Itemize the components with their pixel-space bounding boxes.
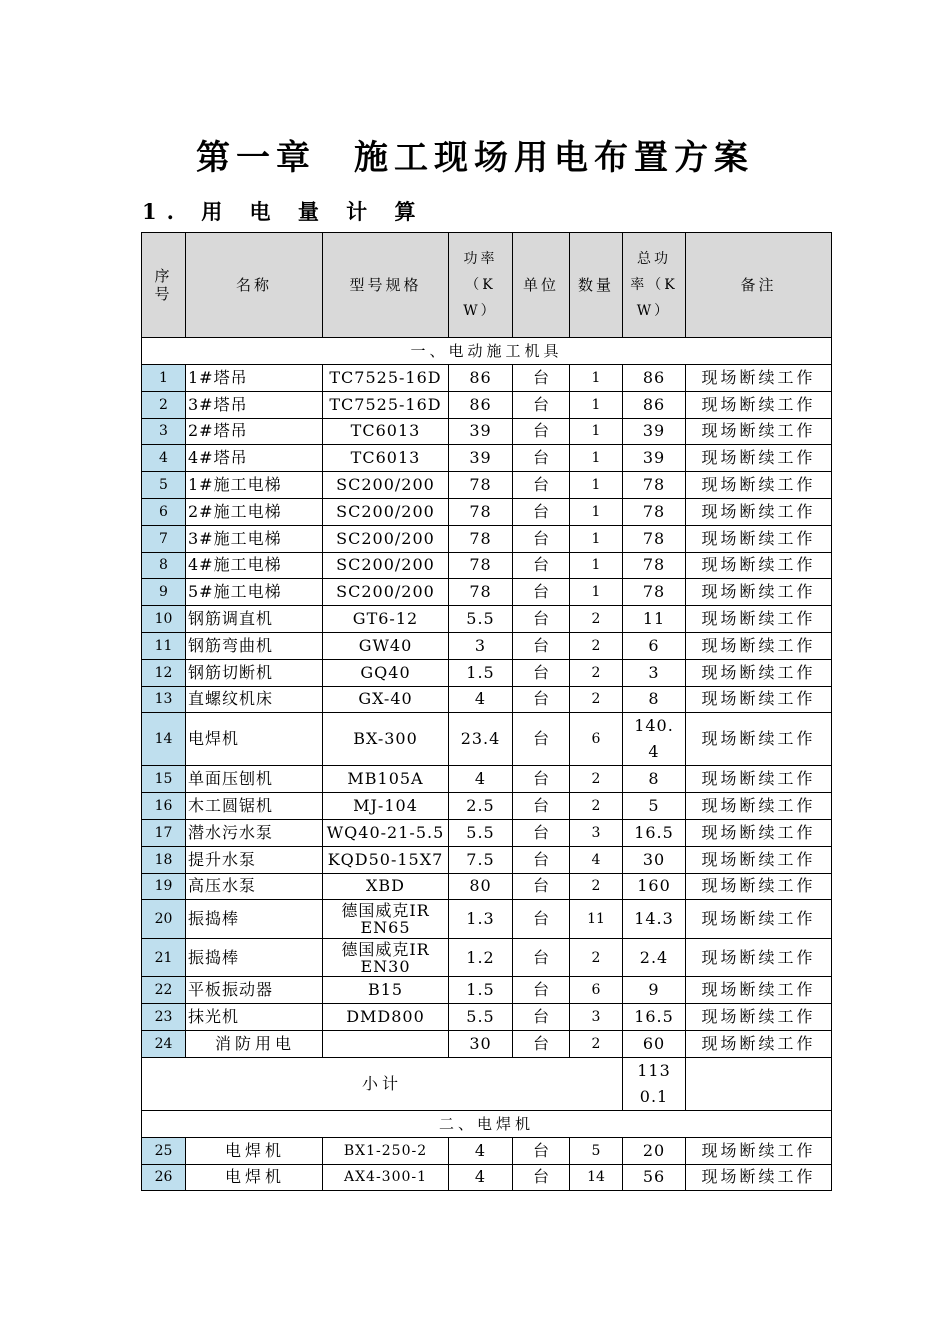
cell-unit: 台 [513, 900, 570, 939]
cell-total: 3 [623, 659, 686, 686]
cell-total: 6 [623, 632, 686, 659]
cell-total: 140.4 [623, 713, 686, 766]
cell-note: 现场断续工作 [686, 977, 832, 1004]
cell-power: 5.5 [449, 819, 513, 846]
header-total: 总功率（KW） [623, 233, 686, 338]
subtotal-row [142, 1057, 832, 1110]
cell-note: 现场断续工作 [686, 793, 832, 820]
table-row [142, 873, 832, 900]
subtotal-value: 1130.1 [623, 1057, 686, 1110]
table-row [142, 579, 832, 606]
cell-no: 16 [142, 793, 186, 820]
cell-name: 电焊机 [186, 713, 323, 766]
cell-no: 22 [142, 977, 186, 1004]
cell-total: 8 [623, 766, 686, 793]
cell-note: 现场断续工作 [686, 819, 832, 846]
cell-total: 60 [623, 1030, 686, 1057]
table-row [142, 632, 832, 659]
cell-note: 现场断续工作 [686, 1004, 832, 1031]
cell-unit: 台 [513, 819, 570, 846]
cell-power: 80 [449, 873, 513, 900]
cell-total: 30 [623, 846, 686, 873]
cell-qty: 2 [570, 766, 623, 793]
cell-no: 11 [142, 632, 186, 659]
cell-no: 5 [142, 472, 186, 499]
table-row [142, 846, 832, 873]
cell-name: 高压水泵 [186, 873, 323, 900]
cell-model: WQ40-21-5.5 [323, 819, 449, 846]
cell-power: 5.5 [449, 606, 513, 633]
subtotal-label: 小计 [142, 1057, 623, 1110]
table-header-row [142, 233, 832, 338]
table-row [142, 713, 832, 766]
cell-name: 钢筋弯曲机 [186, 632, 323, 659]
cell-note: 现场断续工作 [686, 418, 832, 445]
cell-power: 2.5 [449, 793, 513, 820]
table-row [142, 418, 832, 445]
cell-total: 16.5 [623, 1004, 686, 1031]
cell-power: 1.5 [449, 659, 513, 686]
header-unit: 单位 [513, 233, 570, 338]
cell-model: MJ-104 [323, 793, 449, 820]
cell-unit: 台 [513, 766, 570, 793]
cell-total: 20 [623, 1137, 686, 1164]
cell-no: 18 [142, 846, 186, 873]
cell-name: 4#塔吊 [186, 445, 323, 472]
cell-qty: 2 [570, 938, 623, 977]
cell-power: 30 [449, 1030, 513, 1057]
cell-unit: 台 [513, 1030, 570, 1057]
cell-note: 现场断续工作 [686, 391, 832, 418]
cell-name: 潜水污水泵 [186, 819, 323, 846]
cell-unit: 台 [513, 846, 570, 873]
cell-total: 160 [623, 873, 686, 900]
cell-note: 现场断续工作 [686, 938, 832, 977]
group2-label: 二、电焊机 [142, 1110, 832, 1137]
cell-qty: 1 [570, 445, 623, 472]
table-row [142, 1004, 832, 1031]
group1-label: 一、电动施工机具 [142, 338, 832, 365]
cell-unit: 台 [513, 445, 570, 472]
cell-total: 9 [623, 977, 686, 1004]
header-note: 备注 [686, 233, 832, 338]
cell-total: 2.4 [623, 938, 686, 977]
cell-qty: 3 [570, 1004, 623, 1031]
cell-model: SC200/200 [323, 552, 449, 579]
cell-note: 现场断续工作 [686, 686, 832, 713]
cell-model: 德国威克IREN65 [323, 900, 449, 939]
cell-model: GT6-12 [323, 606, 449, 633]
cell-note: 现场断续工作 [686, 445, 832, 472]
cell-power: 78 [449, 525, 513, 552]
cell-unit: 台 [513, 418, 570, 445]
header-no: 序号 [142, 233, 186, 338]
cell-name: 2#施工电梯 [186, 498, 323, 525]
cell-unit: 台 [513, 938, 570, 977]
cell-no: 17 [142, 819, 186, 846]
group1-header-row [142, 338, 832, 365]
header-power: 功率（KW） [449, 233, 513, 338]
cell-no: 20 [142, 900, 186, 939]
cell-name: 钢筋切断机 [186, 659, 323, 686]
cell-note: 现场断续工作 [686, 472, 832, 499]
cell-model: KQD50-15X7 [323, 846, 449, 873]
table-row [142, 391, 832, 418]
cell-unit: 台 [513, 659, 570, 686]
cell-unit: 台 [513, 391, 570, 418]
table-row [142, 766, 832, 793]
cell-unit: 台 [513, 873, 570, 900]
cell-no: 10 [142, 606, 186, 633]
cell-model: XBD [323, 873, 449, 900]
cell-total: 78 [623, 552, 686, 579]
cell-power: 5.5 [449, 1004, 513, 1031]
cell-model: AX4-300-1 [323, 1164, 449, 1191]
cell-name: 钢筋调直机 [186, 606, 323, 633]
cell-total: 86 [623, 391, 686, 418]
cell-power: 1.2 [449, 938, 513, 977]
table-row [142, 1137, 832, 1164]
cell-qty: 3 [570, 819, 623, 846]
cell-name: 1#塔吊 [186, 365, 323, 392]
cell-qty: 1 [570, 418, 623, 445]
cell-note: 现场断续工作 [686, 525, 832, 552]
cell-name: 3#施工电梯 [186, 525, 323, 552]
group2-header-row [142, 1110, 832, 1137]
cell-no: 8 [142, 552, 186, 579]
cell-qty: 6 [570, 713, 623, 766]
cell-unit: 台 [513, 606, 570, 633]
cell-name: 提升水泵 [186, 846, 323, 873]
table-row [142, 552, 832, 579]
cell-power: 7.5 [449, 846, 513, 873]
cell-qty: 1 [570, 552, 623, 579]
cell-note: 现场断续工作 [686, 659, 832, 686]
cell-note: 现场断续工作 [686, 766, 832, 793]
cell-name: 4#施工电梯 [186, 552, 323, 579]
cell-note: 现场断续工作 [686, 1137, 832, 1164]
cell-total: 56 [623, 1164, 686, 1191]
cell-power: 4 [449, 766, 513, 793]
cell-qty: 2 [570, 659, 623, 686]
cell-model: B15 [323, 977, 449, 1004]
cell-qty: 1 [570, 472, 623, 499]
cell-model: BX1-250-2 [323, 1137, 449, 1164]
cell-no: 24 [142, 1030, 186, 1057]
cell-total: 78 [623, 579, 686, 606]
cell-power: 1.5 [449, 977, 513, 1004]
cell-model: BX-300 [323, 713, 449, 766]
cell-name: 直螺纹机床 [186, 686, 323, 713]
cell-name: 平板振动器 [186, 977, 323, 1004]
cell-total: 11 [623, 606, 686, 633]
cell-no: 7 [142, 525, 186, 552]
table-row [142, 900, 832, 939]
cell-name: 抹光机 [186, 1004, 323, 1031]
cell-qty: 1 [570, 498, 623, 525]
cell-unit: 台 [513, 793, 570, 820]
table-row [142, 1164, 832, 1191]
header-model: 型号规格 [323, 233, 449, 338]
cell-note: 现场断续工作 [686, 365, 832, 392]
cell-total: 14.3 [623, 900, 686, 939]
cell-total: 78 [623, 472, 686, 499]
power-consumption-table [141, 232, 832, 1191]
cell-model: TC6013 [323, 418, 449, 445]
cell-power: 78 [449, 498, 513, 525]
cell-qty: 1 [570, 525, 623, 552]
cell-total: 39 [623, 445, 686, 472]
cell-name: 3#塔吊 [186, 391, 323, 418]
cell-total: 5 [623, 793, 686, 820]
cell-qty: 2 [570, 632, 623, 659]
cell-note: 现场断续工作 [686, 1030, 832, 1057]
cell-name: 木工圆锯机 [186, 793, 323, 820]
cell-model: MB105A [323, 766, 449, 793]
cell-qty: 1 [570, 365, 623, 392]
cell-model [323, 1030, 449, 1057]
cell-no: 6 [142, 498, 186, 525]
cell-total: 16.5 [623, 819, 686, 846]
cell-total: 39 [623, 418, 686, 445]
section-heading: 1. 用 电 量 计 算 [142, 199, 426, 224]
table-row [142, 606, 832, 633]
cell-total: 8 [623, 686, 686, 713]
cell-note: 现场断续工作 [686, 606, 832, 633]
table-row [142, 793, 832, 820]
cell-name: 电焊机 [186, 1164, 323, 1191]
cell-total: 78 [623, 525, 686, 552]
cell-unit: 台 [513, 632, 570, 659]
cell-unit: 台 [513, 1164, 570, 1191]
cell-power: 4 [449, 1164, 513, 1191]
cell-note: 现场断续工作 [686, 873, 832, 900]
header-qty: 数量 [570, 233, 623, 338]
cell-qty: 4 [570, 846, 623, 873]
chapter-title [0, 130, 950, 179]
cell-name: 1#施工电梯 [186, 472, 323, 499]
cell-note: 现场断续工作 [686, 846, 832, 873]
cell-model: SC200/200 [323, 498, 449, 525]
cell-power: 4 [449, 1137, 513, 1164]
cell-total: 86 [623, 365, 686, 392]
cell-qty: 1 [570, 579, 623, 606]
table-row [142, 659, 832, 686]
cell-power: 86 [449, 365, 513, 392]
cell-no: 15 [142, 766, 186, 793]
cell-unit: 台 [513, 1137, 570, 1164]
table-row [142, 525, 832, 552]
cell-model: GW40 [323, 632, 449, 659]
table-row [142, 445, 832, 472]
cell-qty: 5 [570, 1137, 623, 1164]
cell-power: 39 [449, 445, 513, 472]
cell-unit: 台 [513, 525, 570, 552]
cell-unit: 台 [513, 472, 570, 499]
cell-power: 23.4 [449, 713, 513, 766]
chapter-number: 第一章 [196, 138, 316, 178]
cell-unit: 台 [513, 579, 570, 606]
cell-power: 4 [449, 686, 513, 713]
cell-note: 现场断续工作 [686, 900, 832, 939]
table-row [142, 1030, 832, 1057]
cell-power: 78 [449, 552, 513, 579]
cell-no: 4 [142, 445, 186, 472]
cell-note: 现场断续工作 [686, 1164, 832, 1191]
cell-model: TC7525-16D [323, 391, 449, 418]
cell-unit: 台 [513, 365, 570, 392]
chapter-name: 施工现场用电布置方案 [354, 138, 754, 178]
cell-unit: 台 [513, 552, 570, 579]
cell-no: 14 [142, 713, 186, 766]
cell-power: 78 [449, 579, 513, 606]
cell-name: 振捣棒 [186, 938, 323, 977]
cell-power: 78 [449, 472, 513, 499]
cell-name: 5#施工电梯 [186, 579, 323, 606]
cell-no: 21 [142, 938, 186, 977]
cell-name: 2#塔吊 [186, 418, 323, 445]
cell-model: TC7525-16D [323, 365, 449, 392]
cell-note: 现场断续工作 [686, 713, 832, 766]
cell-model: DMD800 [323, 1004, 449, 1031]
table-row [142, 938, 832, 977]
cell-no: 2 [142, 391, 186, 418]
subtotal-note [686, 1057, 832, 1110]
cell-no: 13 [142, 686, 186, 713]
table-row [142, 686, 832, 713]
cell-name: 消防用电 [186, 1030, 323, 1057]
cell-model: GX-40 [323, 686, 449, 713]
table-row [142, 365, 832, 392]
cell-no: 3 [142, 418, 186, 445]
cell-model: SC200/200 [323, 579, 449, 606]
cell-power: 39 [449, 418, 513, 445]
cell-qty: 11 [570, 900, 623, 939]
cell-note: 现场断续工作 [686, 632, 832, 659]
cell-no: 23 [142, 1004, 186, 1031]
cell-power: 3 [449, 632, 513, 659]
cell-model: SC200/200 [323, 525, 449, 552]
cell-unit: 台 [513, 977, 570, 1004]
cell-no: 9 [142, 579, 186, 606]
table-row [142, 819, 832, 846]
cell-no: 1 [142, 365, 186, 392]
table-row [142, 472, 832, 499]
cell-qty: 2 [570, 1030, 623, 1057]
cell-model: GQ40 [323, 659, 449, 686]
cell-name: 单面压刨机 [186, 766, 323, 793]
cell-total: 78 [623, 498, 686, 525]
cell-qty: 2 [570, 686, 623, 713]
header-name: 名称 [186, 233, 323, 338]
cell-qty: 2 [570, 873, 623, 900]
cell-note: 现场断续工作 [686, 552, 832, 579]
cell-unit: 台 [513, 686, 570, 713]
cell-name: 电焊机 [186, 1137, 323, 1164]
cell-no: 12 [142, 659, 186, 686]
cell-unit: 台 [513, 498, 570, 525]
cell-unit: 台 [513, 1004, 570, 1031]
cell-model: 德国威克IREN30 [323, 938, 449, 977]
cell-qty: 2 [570, 793, 623, 820]
cell-qty: 6 [570, 977, 623, 1004]
cell-qty: 14 [570, 1164, 623, 1191]
cell-name: 振捣棒 [186, 900, 323, 939]
cell-no: 19 [142, 873, 186, 900]
cell-model: SC200/200 [323, 472, 449, 499]
table-row [142, 977, 832, 1004]
table-row [142, 498, 832, 525]
cell-model: TC6013 [323, 445, 449, 472]
cell-qty: 2 [570, 606, 623, 633]
cell-note: 现场断续工作 [686, 579, 832, 606]
cell-power: 86 [449, 391, 513, 418]
cell-power: 1.3 [449, 900, 513, 939]
cell-no: 26 [142, 1164, 186, 1191]
cell-unit: 台 [513, 713, 570, 766]
cell-qty: 1 [570, 391, 623, 418]
cell-no: 25 [142, 1137, 186, 1164]
cell-note: 现场断续工作 [686, 498, 832, 525]
